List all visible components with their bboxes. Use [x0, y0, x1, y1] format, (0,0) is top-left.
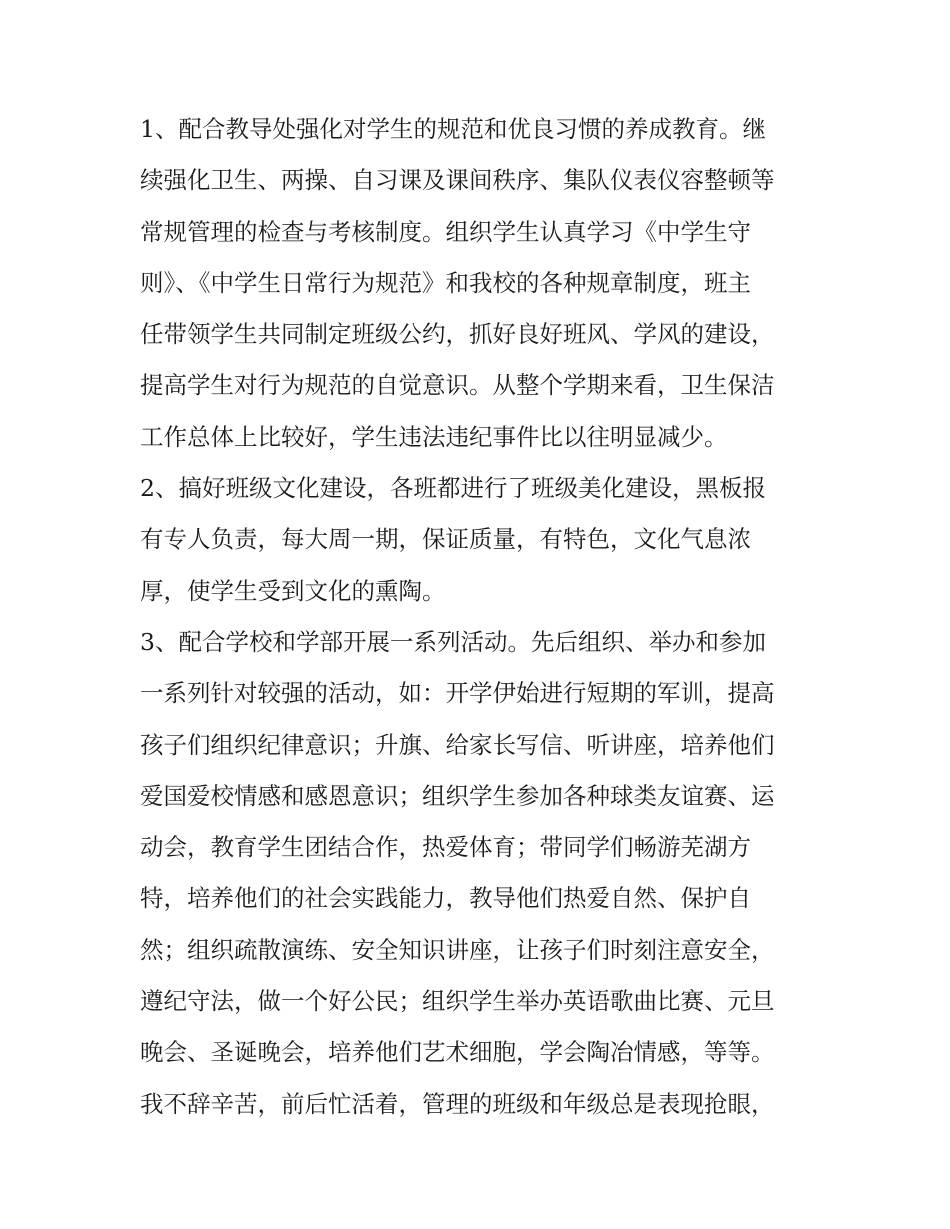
text-line: 特，培养他们的社会实践能力，教导他们热爱自然、保护自: [140, 884, 751, 913]
text-line: 厚，使学生受到文化的熏陶。: [140, 576, 446, 605]
document-body: [140, 104, 820, 1130]
text-line: 有专人负责，每大周一期，保证质量，有特色，文化气息浓: [140, 525, 751, 554]
text-line: 晚会、圣诞晚会，培养他们艺术细胞，学会陶冶情感，等等。: [140, 1038, 775, 1067]
text-line: 工作总体上比较好，学生违法违纪事件比以往明显减少。: [140, 422, 728, 451]
text-line: 爱国爱校情感和感恩意识；组织学生参加各种球类友谊赛、运: [140, 781, 775, 810]
text-line: 则》、《中学生日常行为规范》和我校的各种规章制度，班主: [140, 268, 751, 297]
text-line: 常规管理的检查与考核制度。组织学生认真学习《中学生守: [140, 217, 751, 246]
text-line: 2、搞好班级文化建设，各班都进行了班级美化建设，黑板报: [140, 474, 766, 503]
text-line: 3、配合学校和学部开展一系列活动。先后组织、举办和参加: [140, 627, 766, 656]
text-line: 任带领学生共同制定班级公约，抓好良好班风、学风的建设，: [140, 320, 775, 349]
text-line: 然；组织疏散演练、安全知识讲座，让孩子们时刻注意安全，: [140, 935, 775, 964]
text-line: 续强化卫生、两操、自习课及课间秩序、集队仪表仪容整顿等: [140, 166, 775, 195]
text-line: 动会，教育学生团结合作，热爱体育；带同学们畅游芜湖方: [140, 833, 751, 862]
text-line: 遵纪守法，做一个好公民；组织学生举办英语歌曲比赛、元旦: [140, 987, 775, 1016]
text-line: 提高学生对行为规范的自觉意识。从整个学期来看，卫生保洁: [140, 371, 775, 400]
text-line: 孩子们组织纪律意识；升旗、给家长写信、听讲座，培养他们: [140, 730, 775, 759]
text-line: 一系列针对较强的活动，如：开学伊始进行短期的军训，提高: [140, 679, 775, 708]
text-line: 我不辞辛苦，前后忙活着，管理的班级和年级总是表现抢眼，: [140, 1089, 775, 1118]
text-line: 1、配合教导处强化对学生的规范和优良习惯的养成教育。继: [140, 115, 766, 143]
